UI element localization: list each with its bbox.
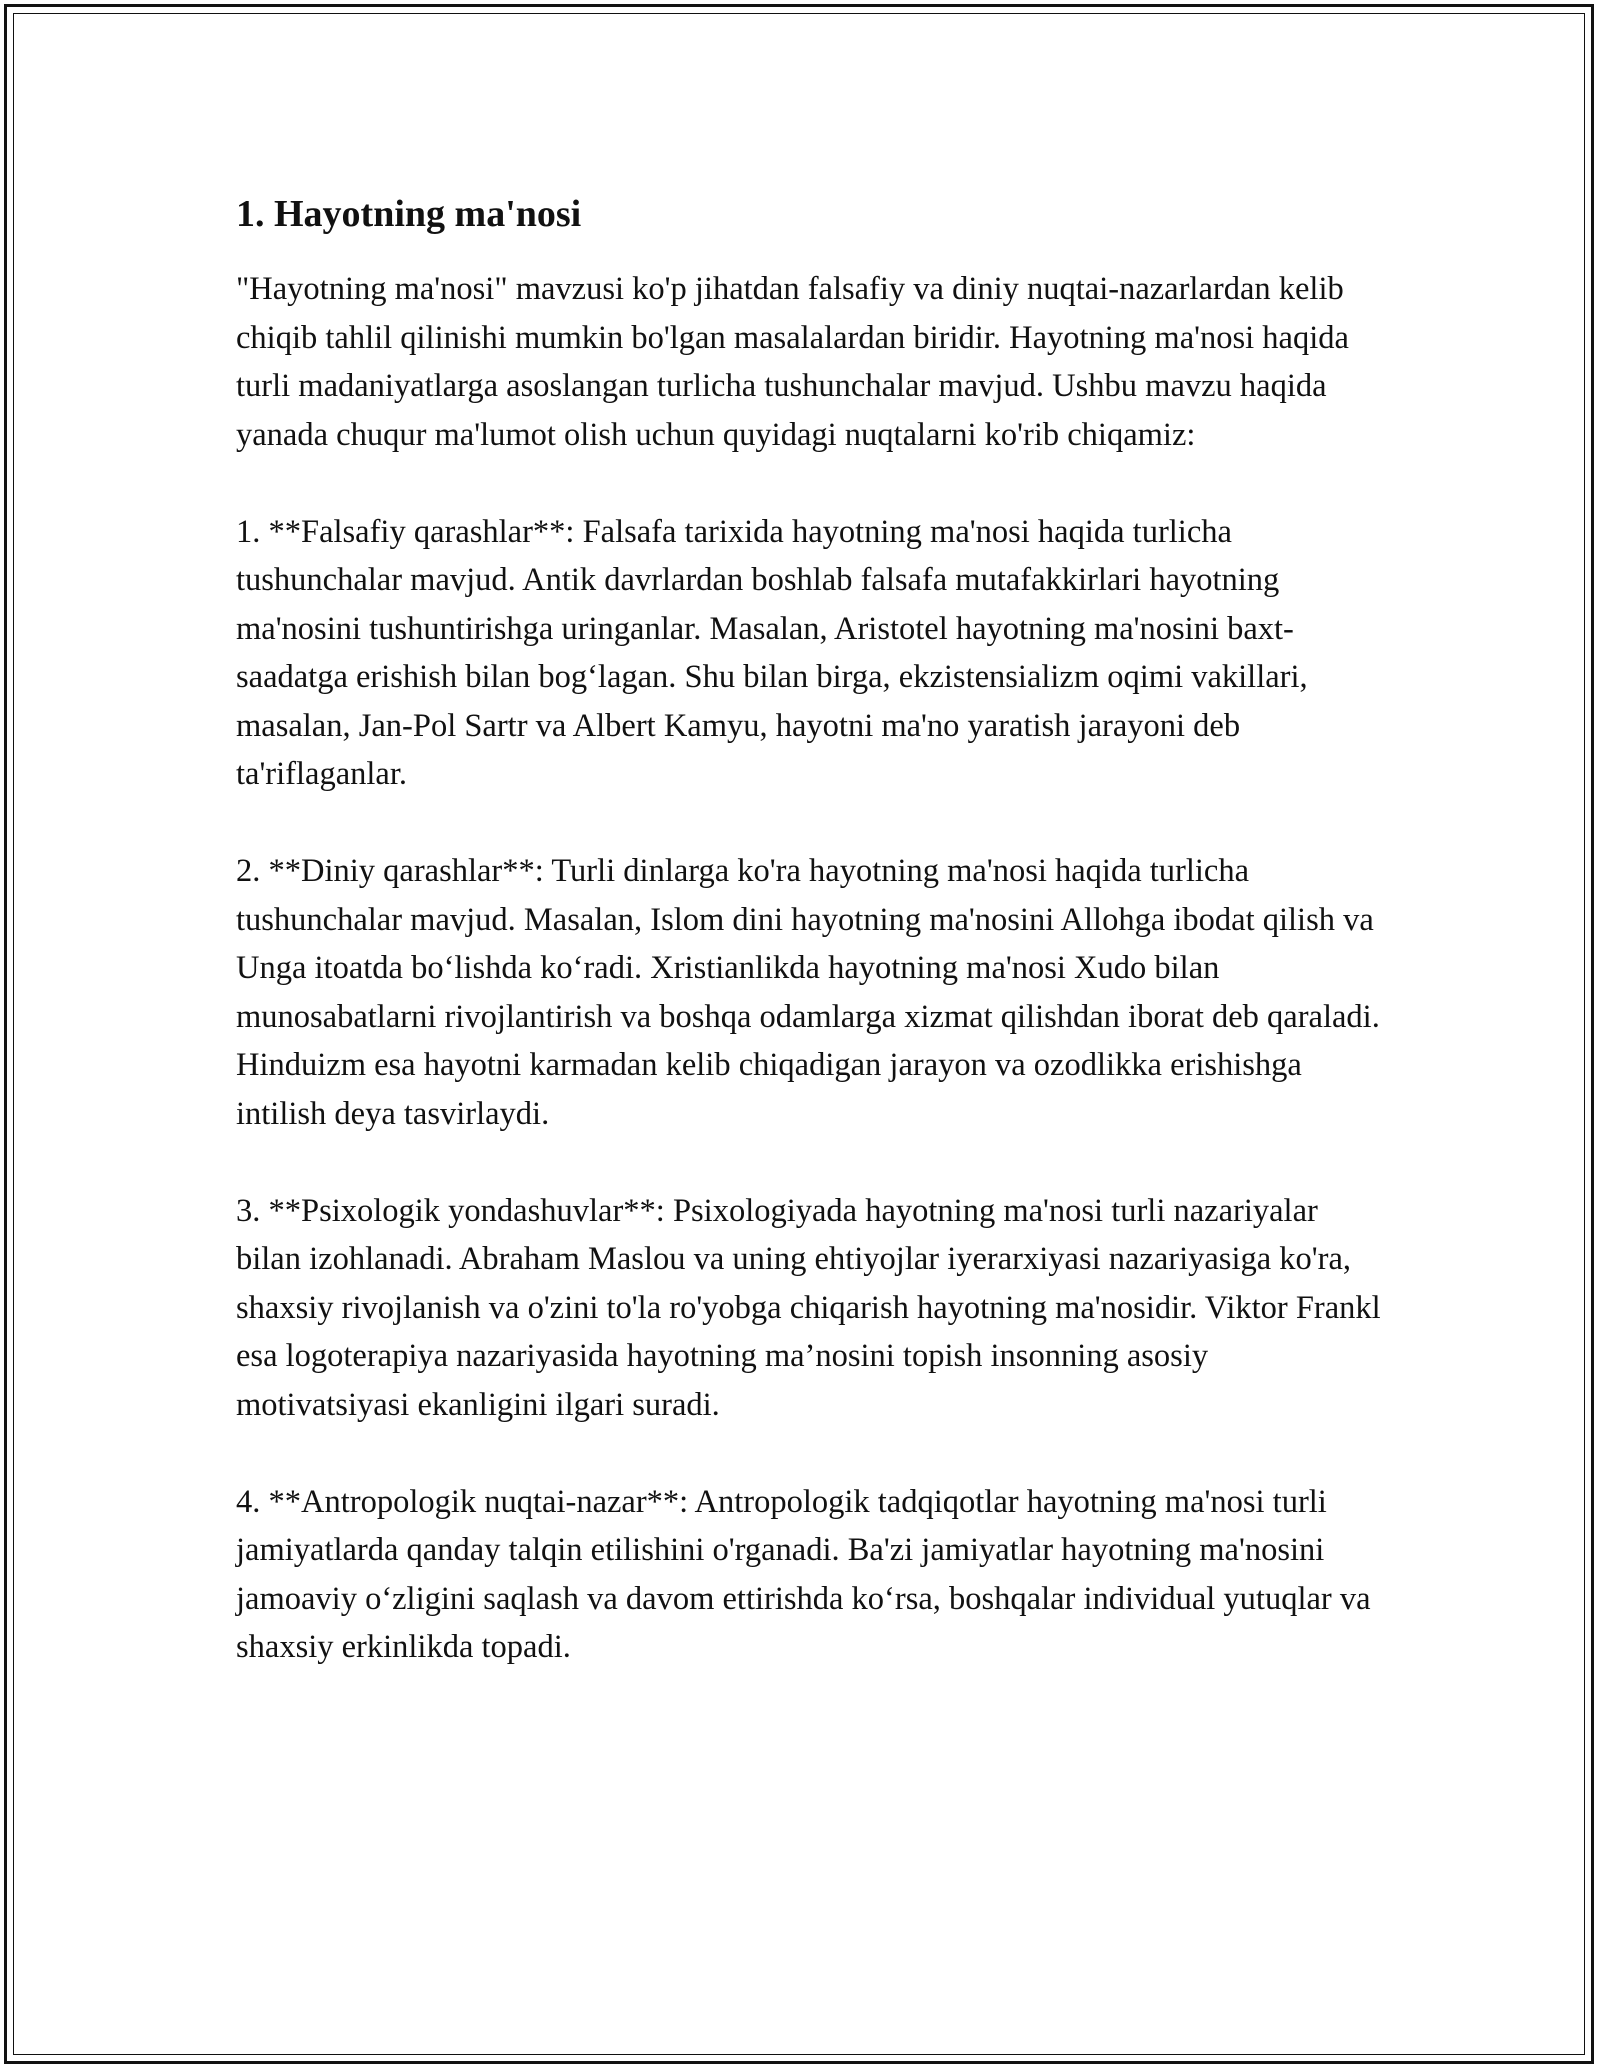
document-body — [236, 185, 1386, 1672]
document-title: 1. Hayotning ma'nosi — [236, 193, 582, 235]
paragraph-religious-views: 2. **Diniy qarashlar**: Turli dinlarga ko'ra hayotning ma'nosi haqida turlicha tushunchalar mavjud. Masalan, Islom dini hayotning ma'nosini Allohga ibodat qilish va Unga itoatda boʻlishda koʻradi. Xristianlikda hayotning ma'nosi Xudo bilan munosabatlarni rivojlantirish va boshqa odamlarga xizmat qilishdan iborat deb qaraladi. Hinduizm esa hayotni karmadan kelib chiqadigan jarayon va ozodlikka erishishga intilish deya tasvirlaydi. — [236, 853, 1380, 1132]
paragraph-philosophical-views: 1. **Falsafiy qarashlar**: Falsafa tarixida hayotning ma'nosi haqida turlicha tushunchalar mavjud. Antik davrlardan boshlab falsafa mutafakkirlari hayotning ma'nosini tushuntirishga uringanlar. Masalan, Aristotel hayotning ma'nosini baxt-saadatga erishish bilan bogʻlagan. Shu bilan birga, ekzistensializm oqimi vakillari, masalan, Jan-Pol Sartr va Albert Kamyu, hayotni ma'no yaratish jarayoni deb ta'riflaganlar. — [236, 513, 1308, 792]
paragraph-psychological-approaches: 3. **Psixologik yondashuvlar**: Psixologiyada hayotning ma'nosi turli nazariyalar bilan izohlanadi. Abraham Maslou va uning ehtiyojlar iyerarxiyasi nazariyasiga ko'ra, shaxsiy rivojlanish va o'zini to'la ro'yobga chiqarish hayotning ma'nosidir. Viktor Frankl esa logoterapiya nazariyasida hayotning ma’nosini topish insonning asosiy motivatsiyasi ekanligini ilgari suradi. — [236, 1192, 1381, 1423]
paragraph-anthropological-view: 4. **Antropologik nuqtai-nazar**: Antropologik tadqiqotlar hayotning ma'nosi turli jamiyatlarda qanday talqin etilishini o'rganadi. Ba'zi jamiyatlar hayotning ma'nosini jamoaviy oʻzligini saqlash va davom ettirishda koʻrsa, boshqalar individual yutuqlar va shaxsiy erkinlikda topadi. — [236, 1483, 1371, 1665]
paragraph-intro: "Hayotning ma'nosi" mavzusi ko'p jihatdan falsafiy va diniy nuqtai-nazarlardan kelib chiqib tahlil qilinishi mumkin bo'lgan masalalardan biridir. Hayotning ma'nosi haqida turli madaniyatlarga asoslangan turlicha tushunchalar mavjud. Ushbu mavzu haqida yanada chuqur ma'lumot olish uchun quyidagi nuqtalarni ko'rib chiqamiz: — [236, 271, 1349, 453]
